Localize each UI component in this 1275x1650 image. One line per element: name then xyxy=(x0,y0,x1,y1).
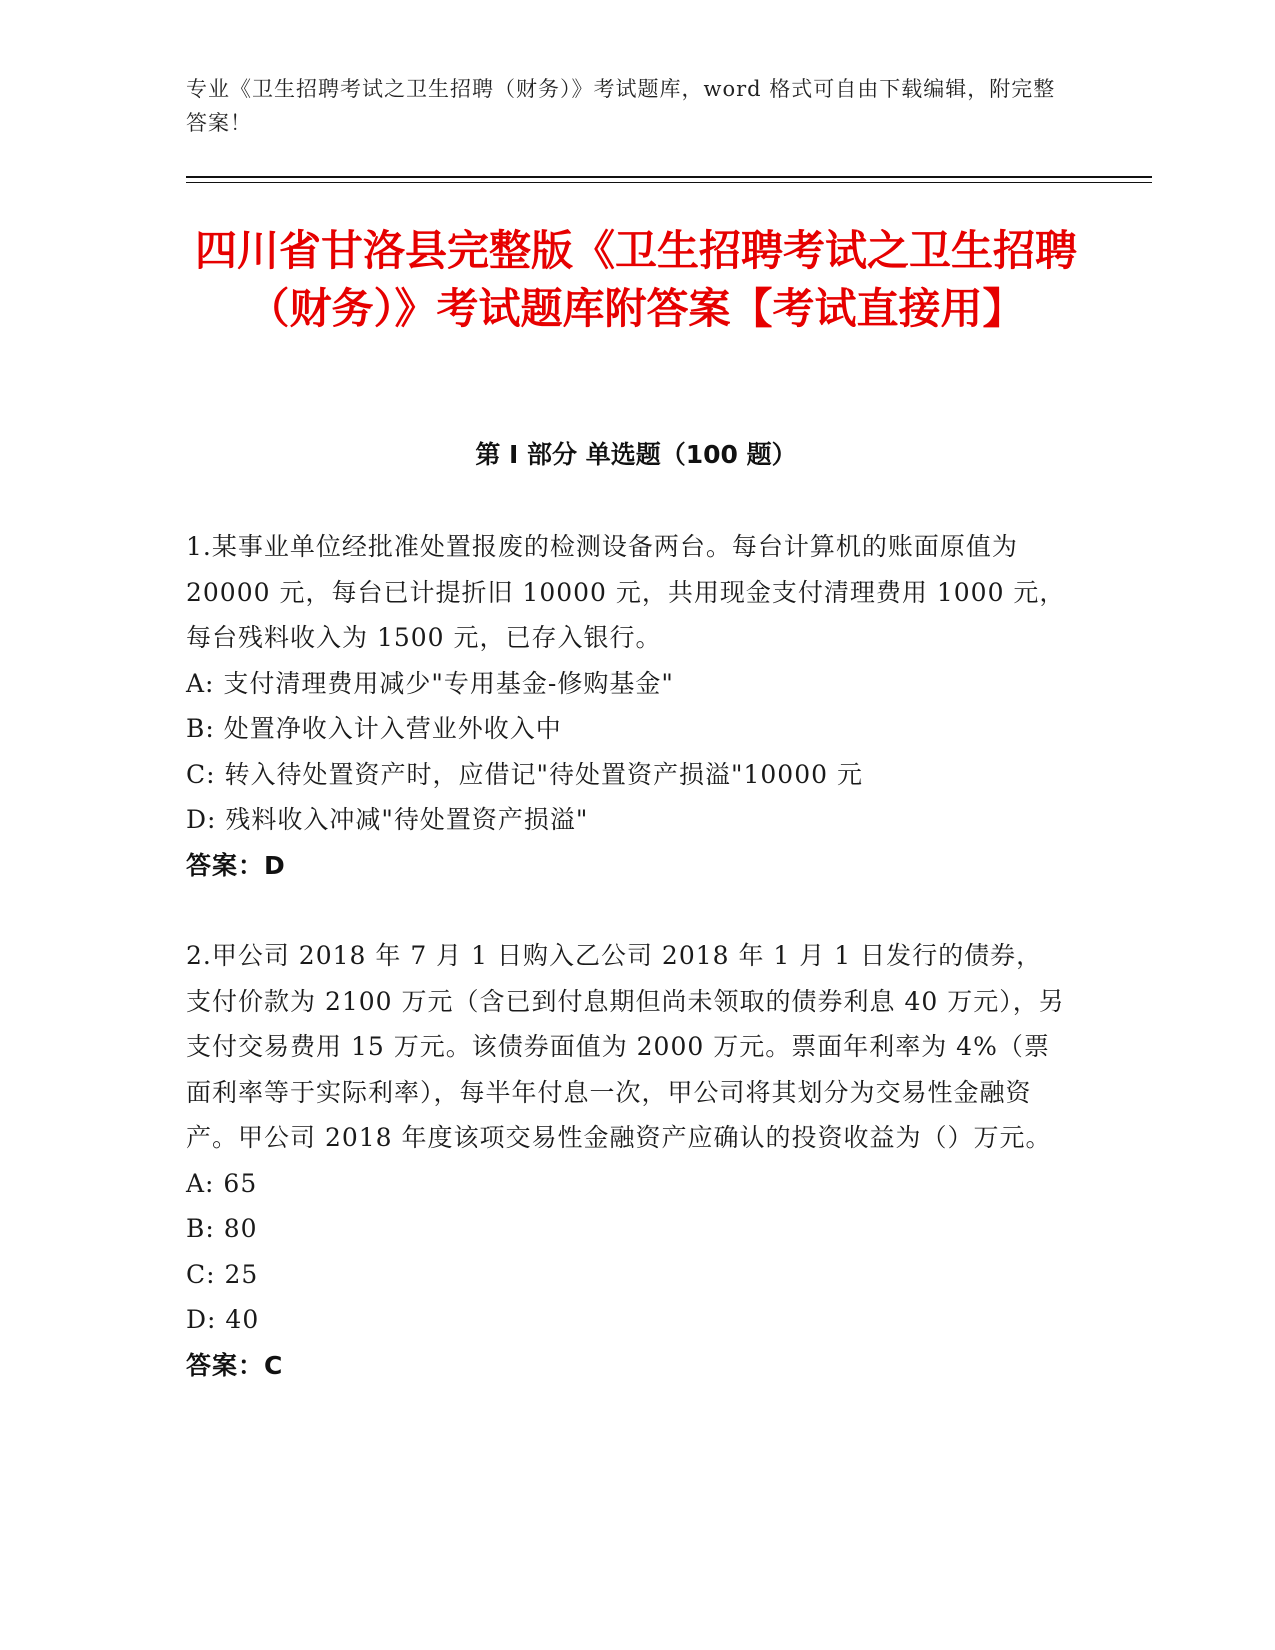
question-stem: 2.甲公司 2018 年 7 月 1 日购入乙公司 2018 年 1 月 1 日发行的债券，支付价款为 2100 万元（含已到付息期但尚未领取的债券利息 40 万元），另支付交易费用 15 万元。该债券面值为 2000 万元。票面年利率为 4%（票面利率等于实际利率），每半年付息一次，甲公司将其划分为交易性金融资产。甲公司 2018 年度该项交易性金融资产应确认的投资收益为（）万元。 xyxy=(186,941,1065,1152)
section-title: 第 I 部分 单选题（100 题） xyxy=(475,440,797,469)
question-2 xyxy=(186,933,1066,1388)
option-d: D: 残料收入冲减"待处置资产损溢" xyxy=(186,805,589,834)
document-title: 四川省甘洛县完整版《卫生招聘考试之卫生招聘（财务）》考试题库附答案【考试直接用】 xyxy=(194,226,1077,333)
answer: 答案：D xyxy=(186,850,286,880)
header-divider-thick xyxy=(186,176,1152,178)
option-c: C: 25 xyxy=(186,1259,259,1289)
option-b: B: 80 xyxy=(186,1214,258,1243)
option-b: B: 处置净收入计入营业外收入中 xyxy=(186,714,562,743)
option-a: A: 支付清理费用减少"专用基金-修购基金" xyxy=(186,668,674,698)
option-d: D: 40 xyxy=(186,1305,260,1334)
header-note: 专业《卫生招聘考试之卫生招聘（财务）》考试题库，word 格式可自由下载编辑，附完整答案！ xyxy=(186,77,1056,135)
option-c: C: 转入待处置资产时，应借记"待处置资产损溢"10000 元 xyxy=(186,759,863,789)
header-divider-thin xyxy=(186,182,1152,183)
answer: 答案：C xyxy=(186,1350,284,1380)
option-a: A: 65 xyxy=(186,1168,258,1198)
question-stem: 1.某事业单位经批准处置报废的检测设备两台。每台计算机的账面原值为 20000 元，每台已计提折旧 10000 元，共用现金支付清理费用 1000 元，每台残料收入为 1500 元，已存入银行。 xyxy=(186,532,1066,652)
question-1 xyxy=(186,524,1066,888)
